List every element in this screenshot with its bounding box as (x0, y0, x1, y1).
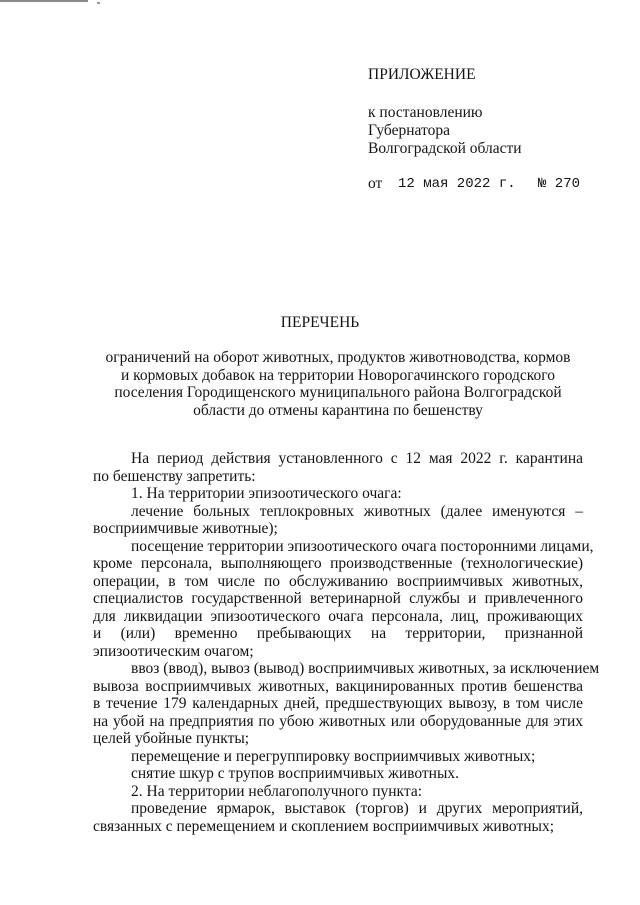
scan-edge-mark (97, 2, 100, 4)
subtitle-line: области до отмены карантина по бешенству (193, 401, 483, 419)
date-prefix: от (368, 175, 383, 192)
document-body (93, 450, 600, 835)
document-subtitle (95, 349, 581, 419)
body-line: посещение территории эпизоотического очага посторонними лицами, (131, 537, 594, 555)
body-line: восприимчивые животные); (93, 520, 278, 537)
body-line: лечение больных теплокровных животных (далее именуются – (131, 502, 583, 520)
document-title: ПЕРЕЧЕНЬ (280, 314, 360, 331)
body-line: На период действия установленного с 12 мая 2022 г. карантина (131, 450, 583, 467)
decree-number: № 270 (538, 176, 581, 192)
appendix-to-line-3: Волгоградской области (368, 140, 522, 157)
body-line: ввоз (ввод), вывоз (вывод) восприимчивых животных, за исключением (131, 660, 600, 677)
body-line: на убой на предприятия по убою животных или оборудованные для этих (93, 712, 583, 730)
body-line: целей убойные пункты; (93, 730, 250, 747)
subtitle-line: поселения Городищенского муниципального района Волгоградской (114, 384, 562, 401)
body-line: в течение 179 календарных дней, предшествующих вывозу, в том числе (93, 695, 583, 712)
subtitle-line: и кормовых добавок на территории Новорогачинского городского (120, 366, 556, 384)
section-heading-2: 2. На территории неблагополучного пункта: (131, 782, 423, 800)
body-line: снятие шкур с трупов восприимчивых животных. (131, 765, 459, 782)
decree-date: 12 мая 2022 г. (398, 176, 516, 192)
body-line: перемещение и перегруппировку восприимчивых животных; (131, 747, 536, 765)
appendix-to-line-2: Губернатора (368, 122, 450, 139)
appendix-to-line-1: к постановлению (368, 104, 483, 121)
appendix-heading: ПРИЛОЖЕНИЕ (368, 66, 476, 83)
section-heading-1: 1. На территории эпизоотического очага: (131, 485, 402, 502)
body-line: по бешенству запретить: (93, 467, 256, 485)
body-line: кроме персонала, выполняющего производственные (технологические) (93, 555, 583, 572)
scan-edge-line (0, 0, 88, 2)
body-line: для ликвидации эпизоотического очага персонала, лиц, проживающих (93, 607, 583, 625)
subtitle-line: ограничений на оборот животных, продуктов животноводства, кормов (105, 349, 571, 366)
body-line: и (или) временно пребывающих на территории, признанной (93, 625, 583, 642)
body-line: связанных с перемещением и скоплением восприимчивых животных; (93, 817, 554, 835)
body-line: специалистов государственной ветеринарной службы и привлеченного (93, 590, 583, 607)
body-line: проведение ярмарок, выставок (торгов) и других мероприятий, (131, 800, 583, 817)
body-line: вывоза восприимчивых животных, вакцинированных против бешенства (93, 677, 583, 695)
body-line: операции, в том числе по обслуживанию восприимчивых животных, (93, 572, 583, 590)
body-line: эпизоотическим очагом; (93, 642, 254, 660)
